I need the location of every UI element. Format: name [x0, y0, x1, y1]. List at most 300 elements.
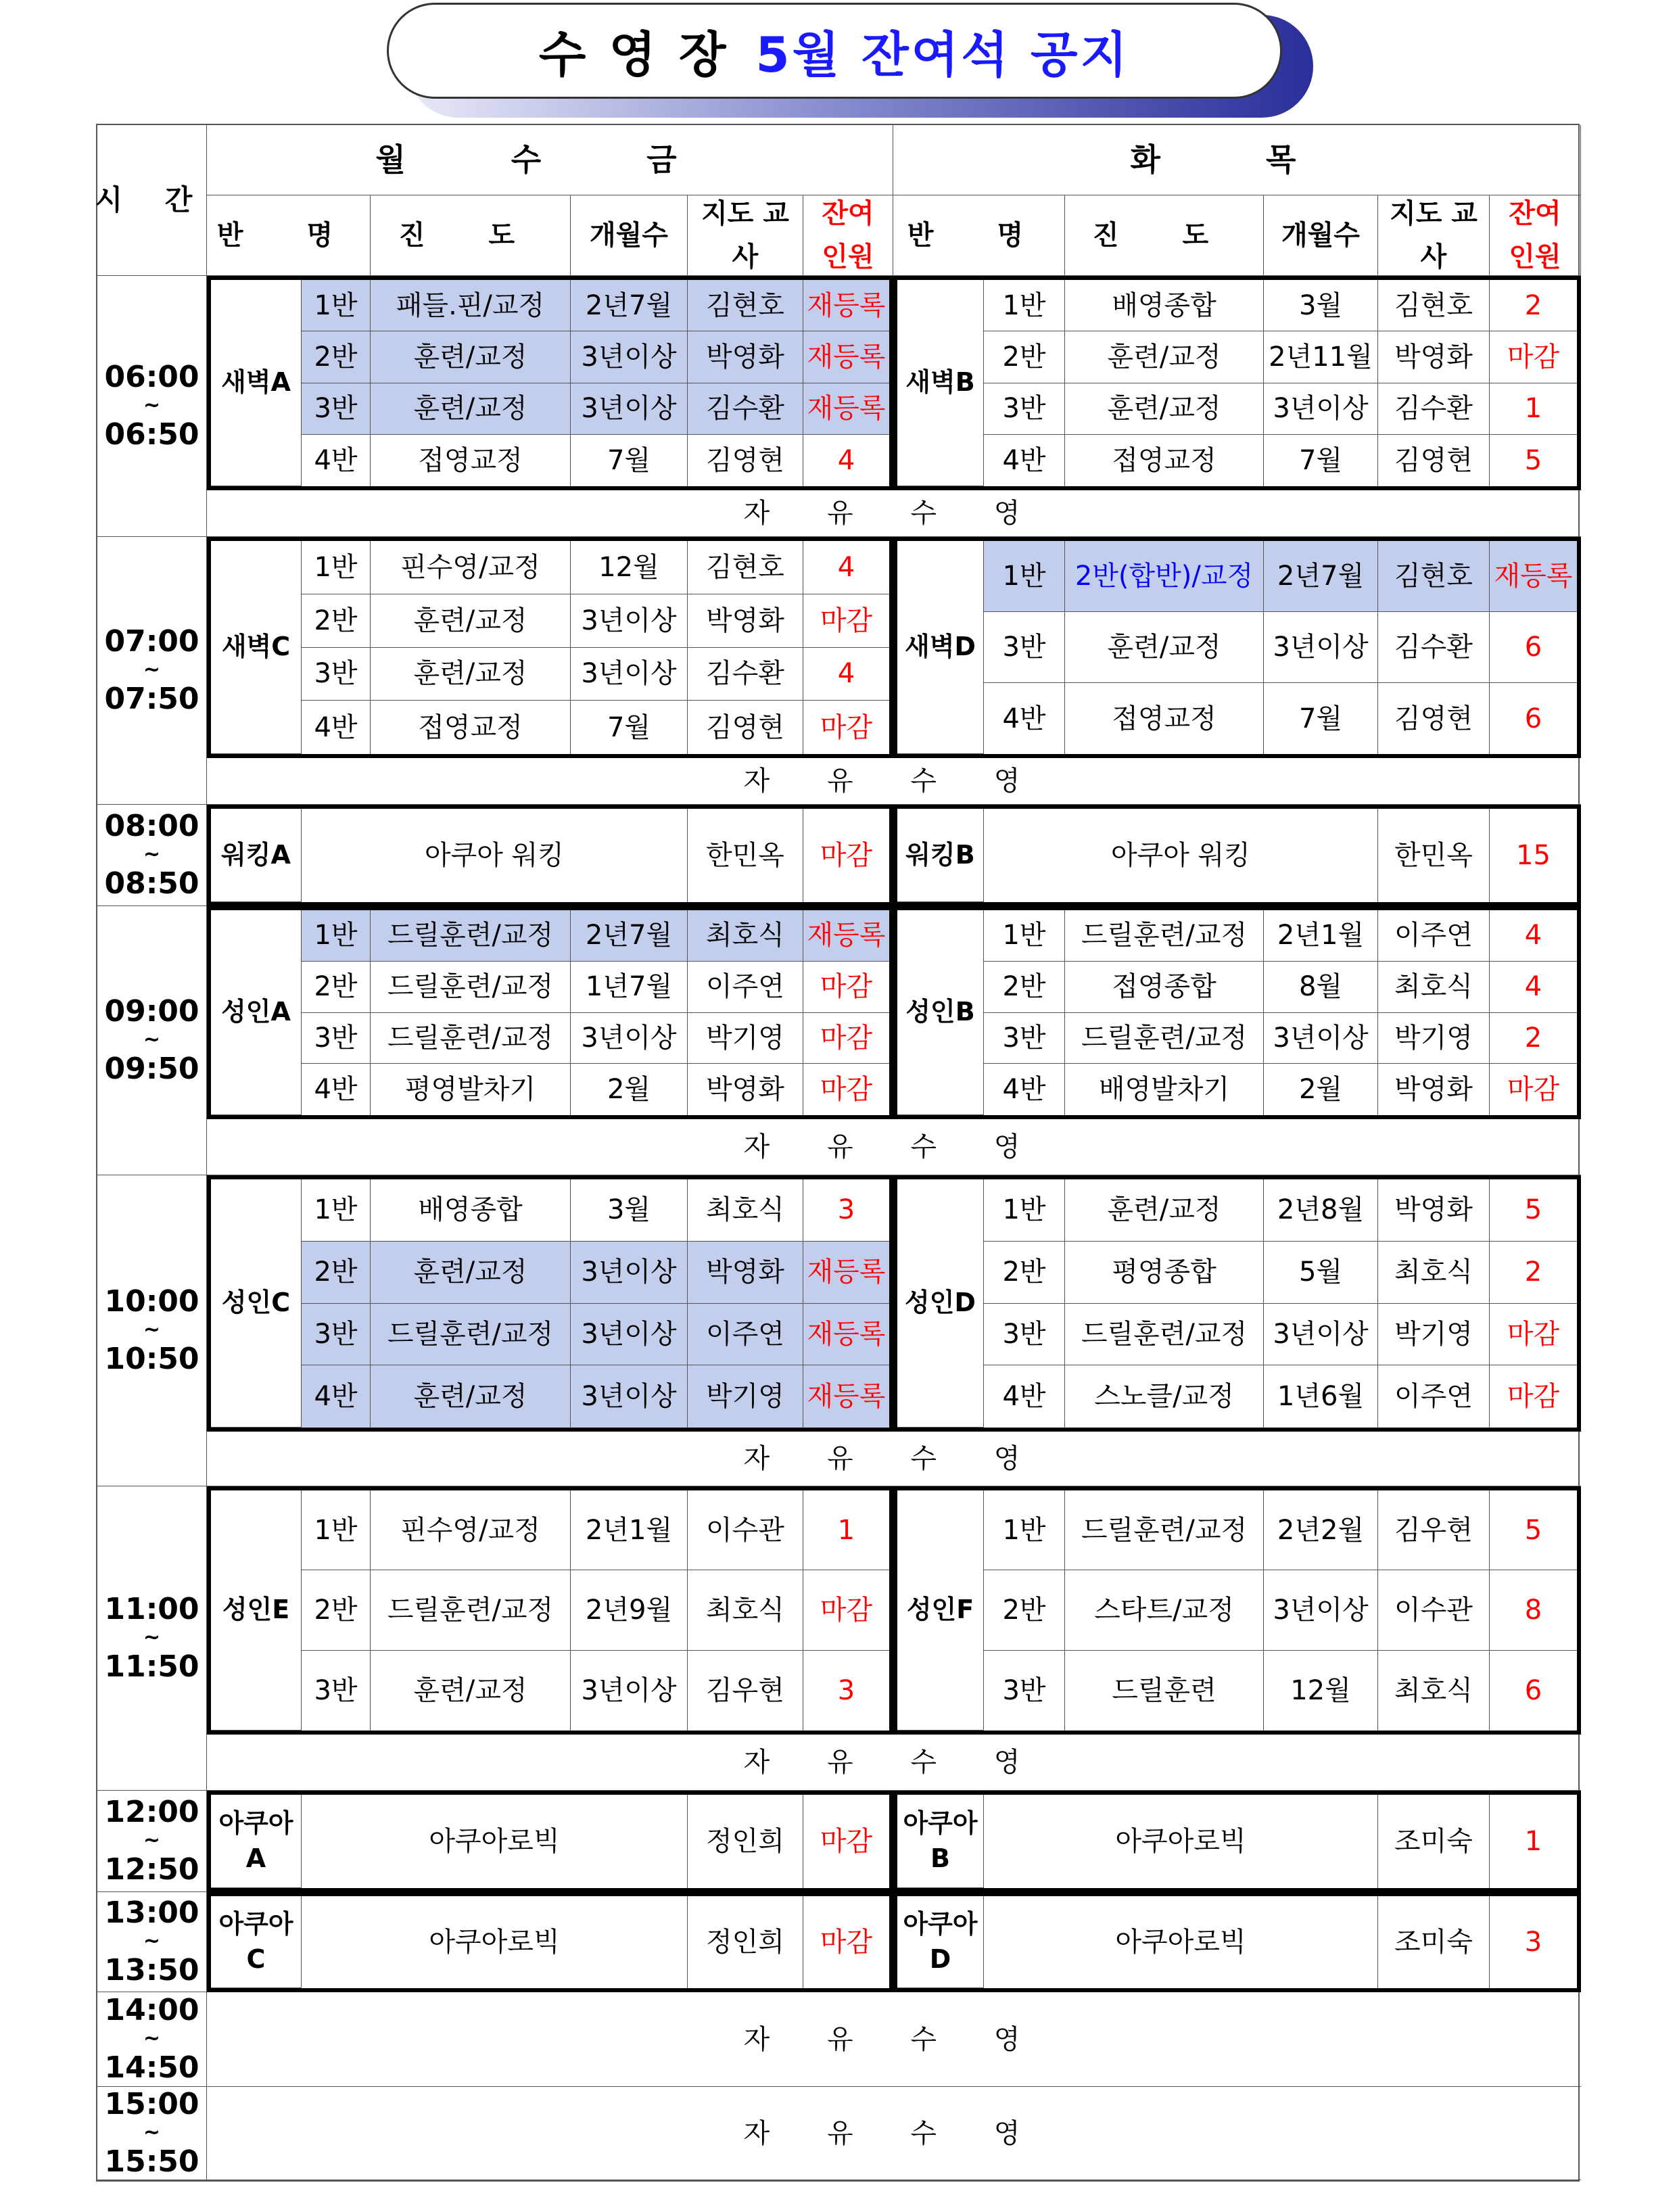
- class-months: 3년이상: [571, 1365, 688, 1428]
- time-start: 10:00: [104, 1284, 199, 1319]
- class-remaining: 재등록: [803, 910, 889, 962]
- class-months: 2월: [571, 1064, 688, 1115]
- class-progress: 접영교정: [371, 701, 571, 754]
- left-class-block: [207, 276, 893, 490]
- right-header-months: 개월수: [1264, 195, 1378, 276]
- class-row: [302, 280, 889, 331]
- class-teacher: 김우현: [688, 1651, 803, 1731]
- class-teacher: 김현호: [688, 280, 803, 331]
- time-separator: ~: [143, 2027, 161, 2051]
- class-row: [984, 435, 1577, 486]
- class-teacher: 김영현: [688, 701, 803, 754]
- class-progress: 훈련/교정: [371, 383, 571, 435]
- time-end: 08:50: [104, 866, 199, 901]
- class-months: 2년7월: [571, 910, 688, 962]
- class-months: 3년이상: [571, 331, 688, 383]
- class-progress: 배영발차기: [1065, 1064, 1264, 1115]
- section-body: [207, 1892, 1581, 1992]
- class-remaining: 마감: [820, 1927, 873, 1958]
- class-teacher: 김현호: [1378, 280, 1490, 331]
- time-separator: ~: [143, 1829, 161, 1853]
- class-ban: 4반: [302, 435, 371, 486]
- class-ban: 3반: [302, 1651, 371, 1731]
- class-months: 2년1월: [571, 1490, 688, 1570]
- class-progress: 훈련/교정: [371, 648, 571, 701]
- class-remaining: 재등록: [807, 1381, 886, 1413]
- class-months: 7월: [571, 701, 688, 754]
- class-months: 3년이상: [571, 1651, 688, 1731]
- class-row: [302, 383, 889, 435]
- class-months: 1년7월: [571, 962, 688, 1013]
- time-slot: [97, 2087, 207, 2180]
- class-remaining: 1: [1490, 383, 1577, 435]
- class-remaining: 1: [1524, 1826, 1542, 1857]
- time-start: 15:00: [104, 2086, 199, 2121]
- left-header: [207, 125, 893, 276]
- class-teacher: 정인희: [688, 1795, 803, 1888]
- class-row: [984, 1304, 1577, 1366]
- class-progress: 평영종합: [1065, 1242, 1264, 1304]
- class-months: 2월: [1264, 1064, 1378, 1115]
- left-class-block: [207, 906, 893, 1119]
- time-end: 15:50: [104, 2144, 199, 2179]
- right-header-teacher: 지도 교사: [1378, 195, 1490, 276]
- class-row: [302, 594, 889, 648]
- class-progress: 2반(합반)/교정: [1065, 541, 1264, 612]
- left-header-months: 개월수: [571, 195, 688, 276]
- right-class-group-name: 워킹B: [897, 809, 984, 902]
- class-months: 3년이상: [1264, 1570, 1378, 1650]
- time-slot: [97, 805, 207, 906]
- class-remaining: 재등록: [803, 280, 889, 331]
- class-row: [984, 683, 1577, 754]
- time-section: [97, 537, 1578, 805]
- right-class-rows: [984, 1490, 1577, 1731]
- class-row: [984, 1570, 1577, 1650]
- left-class-rows: [302, 1795, 889, 1888]
- class-ban: 3반: [302, 1304, 371, 1366]
- class-progress: 드릴훈련/교정: [1065, 1013, 1264, 1064]
- time-start: 07:00: [104, 623, 199, 659]
- time-section: [97, 1992, 1578, 2087]
- class-blocks: [207, 906, 1581, 1119]
- class-row: [984, 1365, 1577, 1428]
- time-slot: [97, 276, 207, 537]
- class-teacher: 박영화: [688, 331, 803, 383]
- class-row: [984, 1064, 1577, 1115]
- time-start: 11:00: [104, 1591, 199, 1626]
- class-teacher: 김현호: [1378, 541, 1490, 612]
- class-ban: 4반: [302, 1064, 371, 1115]
- right-header-class-name: 반 명: [893, 195, 1065, 276]
- right-class-rows: [984, 809, 1577, 902]
- class-months: 3년이상: [1264, 1304, 1378, 1366]
- class-blocks: [207, 1486, 1581, 1735]
- class-row: [984, 612, 1577, 683]
- class-row: [302, 1242, 889, 1304]
- left-header-remaining: 잔여 인원: [803, 195, 893, 276]
- class-ban: 4반: [302, 701, 371, 754]
- class-remaining: 재등록: [803, 1242, 889, 1304]
- class-teacher: 박영화: [1378, 331, 1490, 383]
- class-remaining: 마감: [803, 962, 889, 1013]
- class-remaining: 마감: [820, 1826, 873, 1857]
- class-teacher: 박기영: [1378, 1013, 1490, 1064]
- class-months: 3년이상: [571, 383, 688, 435]
- class-row: [302, 809, 889, 902]
- class-remaining: 8: [1490, 1570, 1577, 1650]
- class-months: 3년이상: [1264, 383, 1378, 435]
- time-end: 10:50: [104, 1341, 199, 1376]
- class-remaining: 6: [1524, 703, 1542, 734]
- class-ban: 2반: [302, 331, 371, 383]
- left-class-block: [207, 1791, 893, 1892]
- class-progress: 핀수영/교정: [371, 1490, 571, 1570]
- class-months: 2년2월: [1264, 1490, 1378, 1570]
- section-body: [207, 276, 1581, 537]
- class-progress: 훈련/교정: [1065, 1179, 1264, 1242]
- class-months: 3년이상: [571, 1304, 688, 1366]
- left-class-block: [207, 537, 893, 758]
- class-remaining: 6: [1490, 612, 1577, 683]
- left-column-headers: [207, 195, 893, 276]
- class-progress: 드릴훈련/교정: [371, 1013, 571, 1064]
- class-row: [984, 1013, 1577, 1064]
- right-class-group-name: 성인B: [897, 910, 984, 1115]
- right-days: 화 목: [893, 125, 1581, 195]
- class-months: 5월: [1264, 1242, 1378, 1304]
- time-start: 08:00: [104, 808, 199, 843]
- class-row: [984, 383, 1577, 435]
- class-remaining: 재등록: [803, 331, 889, 383]
- class-blocks: [207, 276, 1581, 490]
- free-swim-row: 자 유 수 영: [207, 1735, 1581, 1791]
- class-progress: 배영종합: [1065, 280, 1264, 331]
- class-months: 8월: [1264, 962, 1378, 1013]
- class-teacher: 이주연: [688, 962, 803, 1013]
- class-blocks: [207, 805, 1581, 906]
- left-class-group-name: 새벽A: [211, 280, 302, 486]
- right-header: [893, 125, 1581, 276]
- time-separator: ~: [143, 658, 161, 682]
- left-class-group-name: 아쿠아 A: [211, 1795, 302, 1888]
- class-ban: 1반: [302, 910, 371, 962]
- class-ban: 1반: [984, 541, 1065, 612]
- class-months: 12월: [1264, 1651, 1378, 1731]
- time-slot: [97, 1992, 207, 2087]
- class-ban: 2반: [302, 962, 371, 1013]
- time-end: 07:50: [104, 681, 199, 716]
- time-start: 12:00: [104, 1794, 199, 1829]
- class-row: [302, 1795, 889, 1888]
- class-progress: 패들.핀/교정: [371, 280, 571, 331]
- right-class-group-name: 새벽B: [897, 280, 984, 486]
- free-swim-row: 자 유 수 영: [207, 490, 1581, 537]
- class-remaining: 마감: [820, 1074, 873, 1106]
- time-separator: ~: [143, 1318, 161, 1342]
- class-progress: 스타트/교정: [1065, 1570, 1264, 1650]
- class-teacher: 김현호: [688, 541, 803, 594]
- right-class-block: [893, 1892, 1581, 1992]
- class-remaining: 3: [1524, 1927, 1542, 1958]
- left-class-group-name: 성인E: [211, 1490, 302, 1731]
- class-remaining: 마감: [1507, 1381, 1560, 1413]
- class-teacher: 김우현: [1378, 1490, 1490, 1570]
- class-blocks: [207, 1791, 1581, 1892]
- class-remaining: 4: [803, 648, 889, 701]
- class-progress: 스노클/교정: [1065, 1365, 1264, 1428]
- left-class-rows: [302, 1179, 889, 1428]
- left-class-block: [207, 1175, 893, 1432]
- class-ban: 4반: [984, 1064, 1065, 1115]
- class-ban: 4반: [984, 435, 1065, 486]
- class-ban: 1반: [302, 1179, 371, 1242]
- class-remaining: 15: [1516, 840, 1551, 871]
- left-class-block: [207, 805, 893, 906]
- class-ban: 1반: [984, 280, 1065, 331]
- left-class-group-name: 워킹A: [211, 809, 302, 902]
- class-ban: 3반: [984, 612, 1065, 683]
- time-section: [97, 276, 1578, 537]
- left-class-rows: [302, 1490, 889, 1731]
- header-time: 시 간: [97, 125, 207, 276]
- class-ban: 3반: [984, 1304, 1065, 1366]
- class-ban: 1반: [984, 1490, 1065, 1570]
- class-ban: 2반: [984, 331, 1065, 383]
- class-ban: 4반: [302, 1365, 371, 1428]
- left-class-group-name: 새벽C: [211, 541, 302, 754]
- class-remaining: 5: [1524, 444, 1542, 476]
- class-months: 2년8월: [1264, 1179, 1378, 1242]
- class-progress: 아쿠아 워킹: [302, 809, 688, 902]
- page-title: [387, 3, 1282, 99]
- class-ban: 2반: [984, 962, 1065, 1013]
- class-remaining: 마감: [820, 840, 873, 871]
- class-blocks: [207, 537, 1581, 758]
- class-teacher: 김수환: [1378, 383, 1490, 435]
- time-section: [97, 1175, 1578, 1486]
- class-remaining: 마감: [803, 1570, 889, 1650]
- class-row: [302, 1179, 889, 1242]
- class-progress: 아쿠아로빅: [984, 1795, 1378, 1888]
- class-row: [302, 701, 889, 754]
- time-end: 13:50: [104, 1952, 199, 1987]
- class-ban: 1반: [302, 541, 371, 594]
- class-row: [984, 1179, 1577, 1242]
- time-end: 09:50: [104, 1051, 199, 1086]
- class-remaining: 5: [1490, 1490, 1577, 1570]
- class-remaining: 5: [1490, 1179, 1577, 1242]
- right-class-block: [893, 276, 1581, 490]
- schedule-table: [96, 124, 1580, 2182]
- class-row: [302, 1365, 889, 1428]
- class-remaining: 2: [1490, 1013, 1577, 1064]
- time-start: 06:00: [104, 359, 199, 394]
- class-row: [302, 648, 889, 701]
- section-body: [207, 537, 1581, 805]
- time-section: [97, 1892, 1578, 1992]
- class-row: [984, 280, 1577, 331]
- class-teacher: 박기영: [688, 1365, 803, 1428]
- class-row: [302, 1570, 889, 1650]
- class-ban: 2반: [302, 1242, 371, 1304]
- class-months: 3년이상: [571, 594, 688, 648]
- left-days: 월 수 금: [207, 125, 893, 195]
- class-teacher: 조미숙: [1378, 1896, 1490, 1988]
- time-end: 14:50: [104, 2050, 199, 2085]
- right-class-block: [893, 1486, 1581, 1735]
- time-end: 12:50: [104, 1852, 199, 1887]
- class-teacher: 박영화: [688, 1064, 803, 1115]
- class-progress: 드릴훈련/교정: [371, 910, 571, 962]
- class-ban: 3반: [984, 383, 1065, 435]
- class-teacher: 최호식: [1378, 1242, 1490, 1304]
- left-class-rows: [302, 910, 889, 1115]
- right-class-group-name: 아쿠아 D: [897, 1896, 984, 1988]
- class-teacher: 정인희: [688, 1896, 803, 1988]
- class-progress: 접영교정: [371, 435, 571, 486]
- class-months: 3년이상: [571, 1013, 688, 1064]
- class-teacher: 이주연: [1378, 1365, 1490, 1428]
- time-slot: [97, 1486, 207, 1791]
- class-ban: 3반: [984, 1013, 1065, 1064]
- class-progress: 아쿠아 워킹: [984, 809, 1378, 902]
- right-class-group-name: 아쿠아 B: [897, 1795, 984, 1888]
- class-teacher: 최호식: [688, 1570, 803, 1650]
- section-body: [207, 805, 1581, 906]
- class-progress: 훈련/교정: [371, 1242, 571, 1304]
- class-row: [984, 962, 1577, 1013]
- time-separator: ~: [143, 1626, 161, 1650]
- class-teacher: 최호식: [1378, 962, 1490, 1013]
- left-class-rows: [302, 1896, 889, 1988]
- right-class-block: [893, 1175, 1581, 1432]
- class-progress: 아쿠아로빅: [302, 1795, 688, 1888]
- class-remaining: 3: [803, 1179, 889, 1242]
- class-teacher: 박기영: [688, 1013, 803, 1064]
- class-months: 2년7월: [1264, 541, 1378, 612]
- right-class-rows: [984, 910, 1577, 1115]
- time-start: 13:00: [104, 1895, 199, 1930]
- class-months: 7월: [1264, 435, 1378, 486]
- class-progress: 평영발차기: [371, 1064, 571, 1115]
- time-start: 09:00: [104, 993, 199, 1029]
- class-ban: 1반: [984, 910, 1065, 962]
- free-swim-row: 자 유 수 영: [207, 2087, 1581, 2180]
- right-class-block: [893, 906, 1581, 1119]
- left-class-group-name: 아쿠아 C: [211, 1896, 302, 1988]
- class-remaining: 마감: [1507, 1074, 1560, 1106]
- free-swim-row: 자 유 수 영: [207, 1119, 1581, 1175]
- class-ban: 1반: [302, 1490, 371, 1570]
- class-row: [302, 1651, 889, 1731]
- time-section: [97, 805, 1578, 906]
- class-teacher: 박영화: [688, 594, 803, 648]
- class-teacher: 한민옥: [688, 809, 803, 902]
- class-teacher: 김영현: [1378, 683, 1490, 754]
- section-body: [207, 2087, 1581, 2180]
- class-progress: 아쿠아로빅: [984, 1896, 1378, 1988]
- right-header-remaining: 잔여 인원: [1490, 195, 1581, 276]
- class-remaining: 재등록: [803, 383, 889, 435]
- class-remaining: 재등록: [803, 1304, 889, 1366]
- left-class-block: [207, 1486, 893, 1735]
- class-remaining: 4: [803, 541, 889, 594]
- class-ban: 4반: [984, 1365, 1065, 1428]
- class-teacher: 김영현: [1378, 435, 1490, 486]
- class-teacher: 조미숙: [1378, 1795, 1490, 1888]
- class-teacher: 박영화: [688, 1242, 803, 1304]
- time-section: [97, 2087, 1578, 2180]
- class-months: 7월: [1264, 683, 1378, 754]
- class-months: 2년7월: [571, 280, 688, 331]
- left-class-rows: [302, 541, 889, 754]
- title-pool: 수영장: [538, 26, 749, 83]
- class-row: [984, 541, 1577, 612]
- class-months: 2년11월: [1264, 331, 1378, 383]
- class-remaining: 재등록: [1490, 541, 1577, 612]
- time-slot: [97, 537, 207, 805]
- right-class-group-name: 성인D: [897, 1179, 984, 1428]
- class-teacher: 김영현: [688, 435, 803, 486]
- class-progress: 접영종합: [1065, 962, 1264, 1013]
- class-row: [302, 1304, 889, 1366]
- class-row: [984, 331, 1577, 383]
- class-remaining: 4: [1490, 910, 1577, 962]
- class-progress: 훈련/교정: [371, 594, 571, 648]
- class-months: 12월: [571, 541, 688, 594]
- class-remaining: 마감: [1490, 331, 1577, 383]
- time-separator: ~: [143, 1929, 161, 1954]
- class-progress: 훈련/교정: [1065, 612, 1264, 683]
- left-header-progress: 진 도: [371, 195, 571, 276]
- right-class-rows: [984, 1795, 1577, 1888]
- class-months: 2년9월: [571, 1570, 688, 1650]
- class-row: [302, 331, 889, 383]
- time-slot: [97, 906, 207, 1175]
- class-months: 3월: [1264, 280, 1378, 331]
- time-section: [97, 1791, 1578, 1892]
- time-slot: [97, 1175, 207, 1486]
- class-teacher: 이주연: [1378, 910, 1490, 962]
- class-ban: 3반: [302, 1013, 371, 1064]
- class-remaining: 2: [1490, 1242, 1577, 1304]
- class-row: [302, 541, 889, 594]
- class-ban: 1반: [984, 1179, 1065, 1242]
- class-teacher: 김수환: [688, 383, 803, 435]
- right-class-block: [893, 537, 1581, 758]
- time-separator: ~: [143, 1028, 161, 1052]
- class-teacher: 김수환: [688, 648, 803, 701]
- class-progress: 드릴훈련/교정: [1065, 1490, 1264, 1570]
- class-teacher: 최호식: [688, 1179, 803, 1242]
- time-separator: ~: [143, 394, 161, 418]
- class-progress: 배영종합: [371, 1179, 571, 1242]
- class-blocks: [207, 1175, 1581, 1432]
- class-remaining: 4: [837, 444, 855, 476]
- class-months: 2년1월: [1264, 910, 1378, 962]
- class-row: [302, 435, 889, 486]
- class-remaining: 2: [1490, 280, 1577, 331]
- class-row: [302, 1896, 889, 1988]
- class-teacher: 박기영: [1378, 1304, 1490, 1366]
- time-end: 11:50: [104, 1649, 199, 1684]
- class-progress: 훈련/교정: [1065, 331, 1264, 383]
- class-progress: 드릴훈련/교정: [1065, 1304, 1264, 1366]
- right-header-progress: 진 도: [1065, 195, 1264, 276]
- class-row: [302, 1490, 889, 1570]
- class-teacher: 박영화: [1378, 1064, 1490, 1115]
